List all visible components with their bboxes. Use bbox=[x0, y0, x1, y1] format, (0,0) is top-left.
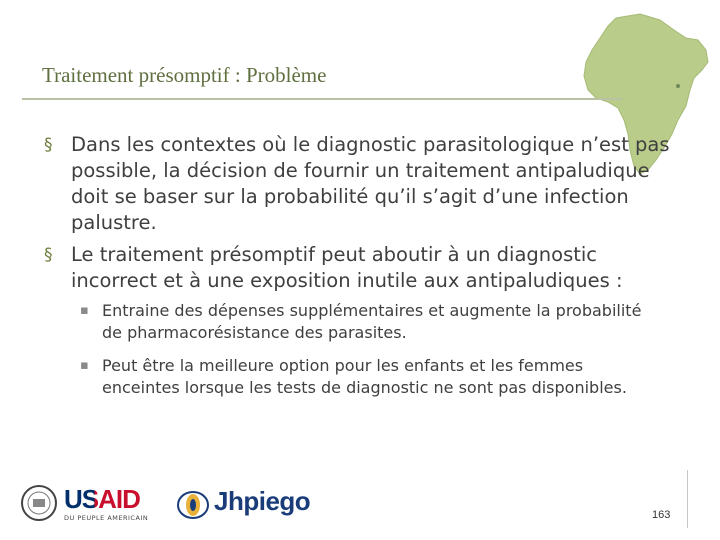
bullet-marker: § bbox=[44, 135, 53, 155]
jhpiego-emblem-icon bbox=[176, 490, 210, 520]
usaid-logo: USAID bbox=[64, 484, 140, 514]
slide-title: Traitement présomptif : Problème bbox=[42, 63, 327, 87]
sub-bullet-list bbox=[80, 300, 684, 399]
bullet-marker: § bbox=[44, 245, 53, 265]
title-divider bbox=[22, 98, 622, 100]
jhpiego-logo: Jhpiego bbox=[214, 486, 311, 516]
sub-bullet-marker: ▪ bbox=[80, 358, 89, 373]
bullet-item bbox=[44, 242, 684, 294]
sub-bullet-marker: ▪ bbox=[80, 303, 89, 318]
usaid-tagline: DU PEUPLE AMERICAIN bbox=[64, 514, 149, 522]
bullet-item bbox=[44, 132, 684, 236]
slide-body bbox=[44, 132, 684, 410]
sub-bullet-item bbox=[80, 355, 662, 399]
page-number-divider bbox=[687, 470, 688, 528]
sub-bullet-item bbox=[80, 300, 662, 344]
page-number: 163 bbox=[652, 509, 671, 521]
bullet-text: Dans les contextes où le diagnostic parasitologique n’est pas possible, la décision de fournir un traitement antipaludique doit se baser sur la probabilité qu’il s’agit d’une infection palustre. bbox=[71, 133, 670, 234]
sub-bullet-text: Peut être la meilleure option pour les enfants et les femmes enceintes lorsque les tests de diagnostic ne sont pas disponibles. bbox=[102, 356, 627, 397]
usaid-seal-icon bbox=[20, 484, 58, 522]
sub-bullet-text: Entraine des dépenses supplémentaires et augmente la probabilité de pharmacorésistance des parasites. bbox=[102, 301, 642, 342]
bullet-text: Le traitement présomptif peut aboutir à un diagnostic incorrect et à une exposition inutile aux antipaludiques : bbox=[71, 243, 623, 292]
